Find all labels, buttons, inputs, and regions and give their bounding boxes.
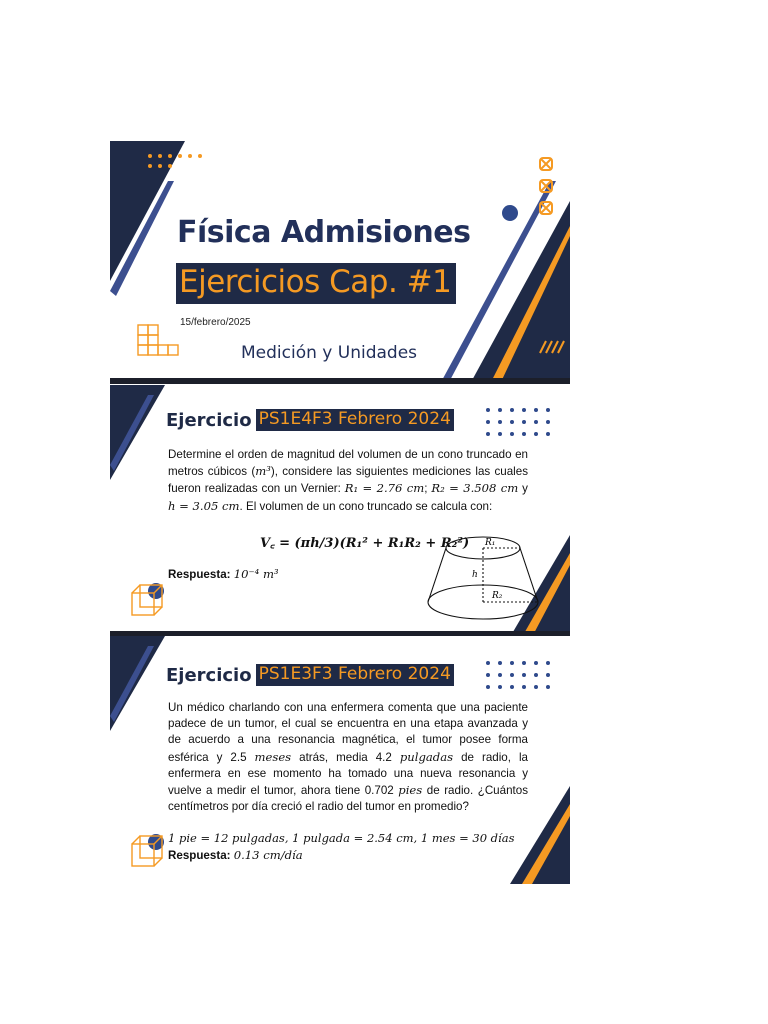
cone-label-h: h [472, 570, 478, 580]
exercise-heading [166, 409, 454, 431]
answer [168, 567, 279, 581]
unit-conversions: 1 pie = 12 pulgadas, 1 pulgada = 2.54 cm, 1 mes = 30 días [168, 831, 515, 845]
exercise-slide-2 [110, 636, 570, 884]
volume-formula: V꜀ = (πh/3)(R₁² + R₁R₂ + R₂²) [260, 536, 470, 551]
answer [168, 848, 303, 862]
exercise-heading-word: Ejercicio [166, 664, 252, 686]
exercise-heading [166, 664, 454, 686]
answer-value: 0.13 cm/día [233, 848, 303, 862]
cone-label-r2: R₂ [492, 591, 503, 601]
exercise-statement: Un médico charlando con una enfermera comenta que una paciente padece de un tumor, el cual se encuentra en una etapa avanzada y de acuerdo a una resonancia magnética, el tumor posee forma esférica y 2.5 meses atrás, media 4.2 pulgadas de radio, la enfermera en ese momento ha tomado una nueva resonancia y vuelve a medir el tumor, ahora tiene 0.702 pies de radio. ¿Cuántos centímetros por día creció el radio del tumor en promedio? [168, 701, 528, 814]
exercise-code: PS1E4F3 Febrero 2024 [256, 409, 454, 431]
exercise-slide-1 [110, 385, 570, 637]
slide-bottom-bar [110, 378, 570, 384]
answer-label: Respuesta: [168, 568, 231, 581]
cover-subtitle: Ejercicios Cap. #1 [176, 263, 456, 304]
answer-value: 10⁻⁴ m³ [233, 567, 279, 581]
cover-title: Física Admisiones [177, 215, 471, 250]
cone-label-r1: R₁ [485, 538, 496, 548]
exercise-statement: Determine el orden de magnitud del volumen de un cono truncado en metros cúbicos (m³), considere las siguientes mediciones las cuales fueron realizadas con un Vernier: R₁ = 2.76 cm; R₂ = 3.508 cm y h = 3.05 cm. El volumen de un cono truncado se calcula con: [168, 448, 528, 513]
cover-slide [110, 141, 570, 384]
exercise-code: PS1E3F3 Febrero 2024 [256, 664, 454, 686]
cover-topic: Medición y Unidades [241, 343, 418, 363]
cover-date: 15/febrero/2025 [180, 317, 251, 328]
exercise-heading-word: Ejercicio [166, 409, 252, 431]
answer-label: Respuesta: [168, 849, 231, 862]
